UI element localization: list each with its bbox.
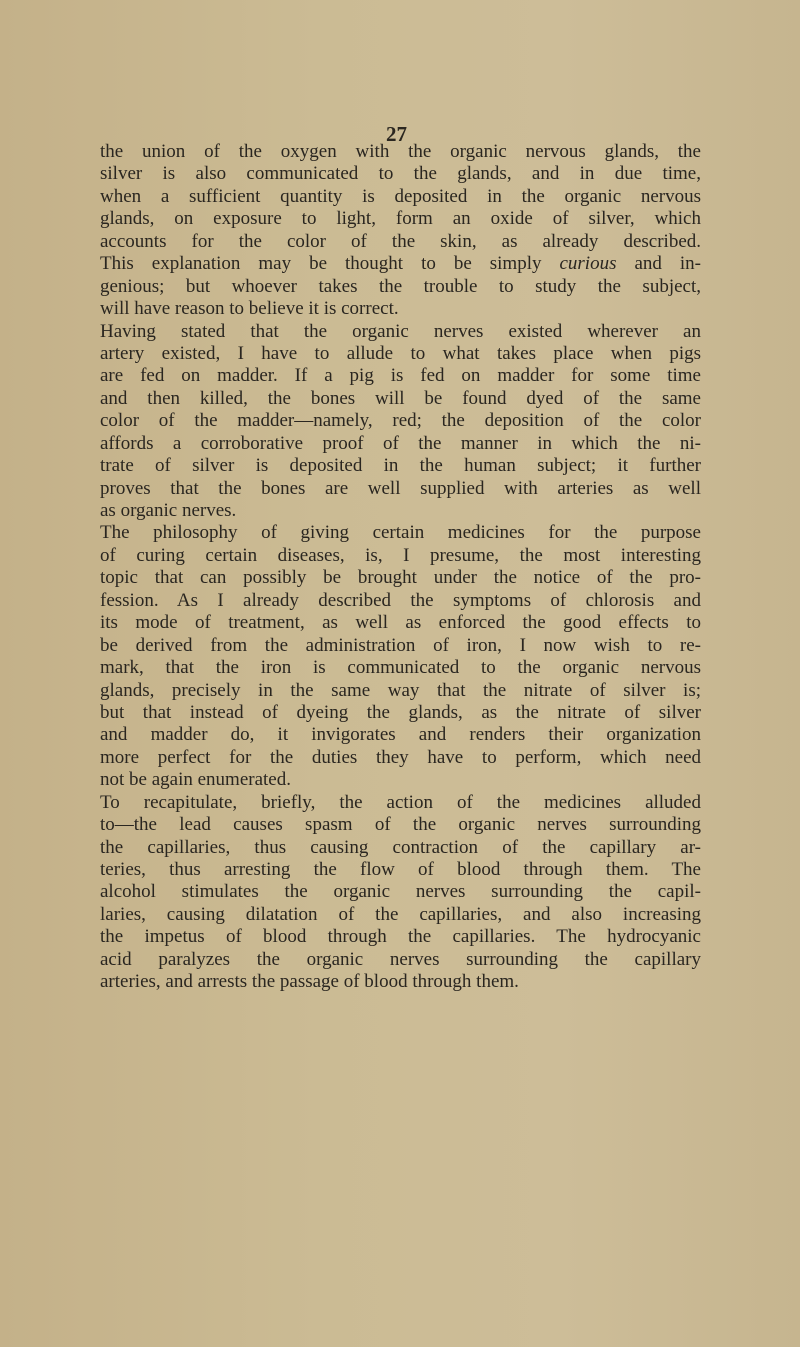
text-line: genious; but whoever takes the trouble to study the subject, [100,275,701,297]
text-line: silver is also communicated to the glands, and in due time, [100,163,701,185]
text-line: to—the lead causes spasm of the organic nerves surrounding [100,814,701,836]
text-line: its mode of treatment, as well as enforced the good effects to [100,612,701,634]
text-line: topic that can possibly be brought under the notice of the pro- [100,567,701,589]
text-segment: and in- [634,253,702,275]
text-line: mark, that the iron is communicated to the organic nervous [100,657,701,679]
text-line: are fed on madder. If a pig is fed on madder for some time [100,365,701,387]
text-line: accounts for the color of the skin, as already described. [100,230,701,252]
text-line: Having stated that the organic nerves existed wherever an [100,320,701,342]
text-line: and madder do, it invigorates and renders their organization [100,724,701,746]
text-line: but that instead of dyeing the glands, as the nitrate of silver [100,701,701,723]
text-line: acid paralyzes the organic nerves surrounding the capillary [100,948,701,970]
text-line: as organic nerves. [100,500,237,521]
text-line: not be again enumerated. [100,769,291,791]
text-line: of curing certain diseases, is, I presume, the most interesting [100,544,701,566]
text-segment: This explanation may be thought to be simply [100,253,542,275]
text-line [100,253,701,275]
text-line: To recapitulate, briefly, the action of the medicines alluded [100,791,701,813]
text-line: glands, precisely in the same way that the nitrate of silver is; [100,679,701,701]
text-line: color of the madder—namely, red; the deposition of the color [100,410,701,432]
text-line: will have reason to believe it is correct. [100,298,399,320]
italic-word: curious [559,253,617,275]
text-line: be derived from the administration of iron, I now wish to re- [100,634,701,656]
text-line: The philosophy of giving certain medicines for the purpose [100,522,701,544]
page-body-text [100,141,701,994]
text-line: laries, causing dilatation of the capillaries, and also increasing [100,903,701,925]
text-line: the capillaries, thus causing contraction of the capillary ar- [100,836,701,858]
text-line: teries, thus arresting the flow of blood through them. The [100,859,701,880]
text-line: trate of silver is deposited in the human subject; it further [100,455,701,477]
text-line: artery existed, I have to allude to what takes place when pigs [100,342,701,364]
text-line: affords a corroborative proof of the manner in which the ni- [100,432,701,454]
page-number: 27 [386,122,407,146]
text-line: the impetus of blood through the capillaries. The hydrocyanic [100,926,701,948]
text-line: when a sufficient quantity is deposited in the organic nervous [100,185,701,207]
text-line: arteries, and arrests the passage of blood through them. [100,971,519,993]
text-line: alcohol stimulates the organic nerves surrounding the capil- [100,881,701,903]
text-line: more perfect for the duties they have to perform, which need [100,746,701,768]
text-line: proves that the bones are well supplied with arteries as well [100,477,701,499]
text-line: fession. As I already described the symptoms of chlorosis and [100,589,701,611]
text-line: the union of the oxygen with the organic nervous glands, the [100,141,701,162]
text-line: and then killed, the bones will be found dyed of the same [100,387,701,409]
text-line: glands, on exposure to light, form an oxide of silver, which [100,208,701,230]
